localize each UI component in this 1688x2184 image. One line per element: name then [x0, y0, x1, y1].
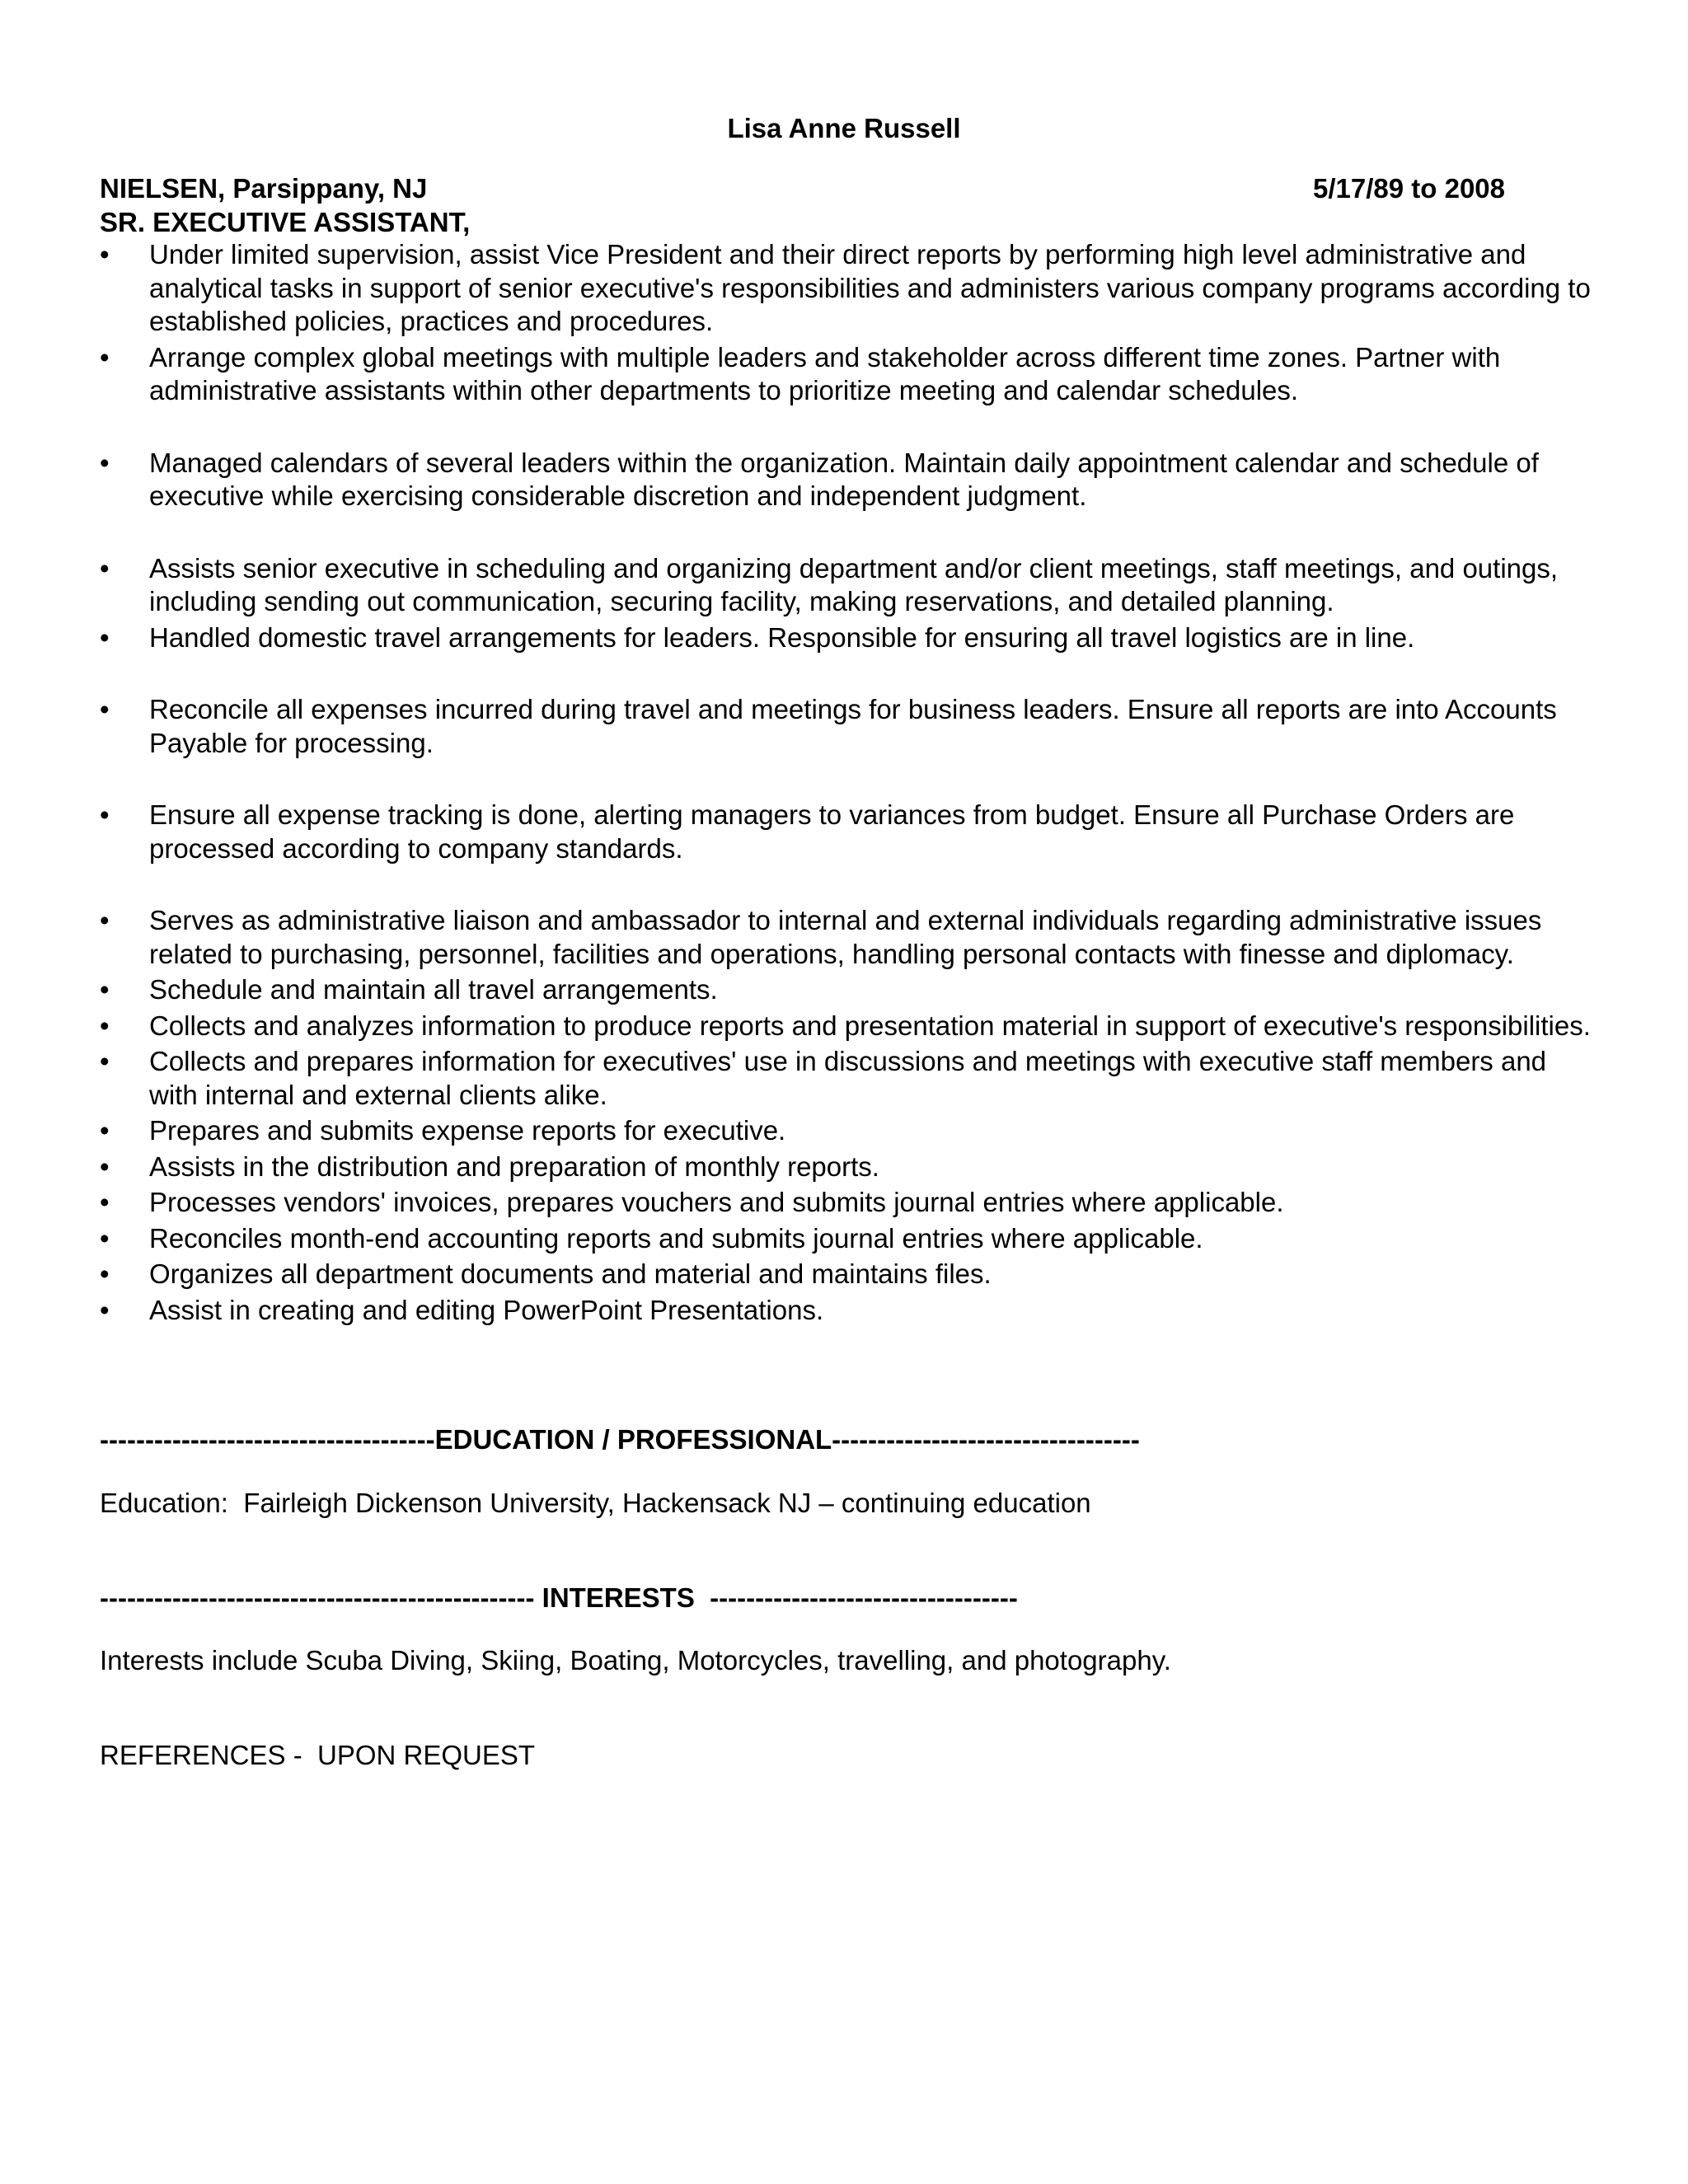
bullet-icon: • [100, 1294, 110, 1325]
interests-heading: ------------------------------------------------ INTERESTS ---------------------------------- [100, 1582, 1018, 1613]
references-text: REFERENCES - UPON REQUEST [100, 1740, 536, 1770]
bullet-icon: • [100, 621, 110, 653]
employment-dates: 5/17/89 to 2008 [1313, 173, 1505, 204]
bullet-icon: • [100, 974, 110, 1005]
list-item [100, 621, 1600, 655]
list-item [100, 1258, 1600, 1291]
list-item [100, 1045, 1600, 1112]
interests-text: Interests include Scuba Diving, Skiing, Boating, Motorcycles, travelling, and photography. [100, 1645, 1171, 1675]
bullet-icon: • [100, 799, 110, 830]
duty-text: Reconciles month-end accounting reports and submits journal entries where applicable. [149, 1222, 1203, 1254]
duty-text: Prepares and submits expense reports for executive. [149, 1115, 786, 1146]
list-item [100, 552, 1600, 619]
duty-text: Handled domestic travel arrangements for leaders. Responsible for ensuring all travel logistics are in line. [149, 621, 1415, 653]
list-item [100, 799, 1600, 865]
bullet-icon: • [100, 905, 110, 935]
duty-text: Collects and prepares information for executives' use in discussions and meetings with executive staff members and with internal and external clients alike. [149, 1046, 1547, 1110]
list-item [100, 1151, 1600, 1184]
duty-text: Under limited supervision, assist Vice President and their direct reports by performing high level administrative and analytical tasks in support of senior executive's responsibilities and administers various company programs according to established policies, practices and procedures. [149, 239, 1591, 336]
employer: NIELSEN, Parsippany, NJ [100, 173, 428, 204]
employer-row [100, 172, 1505, 205]
list-item [100, 341, 1600, 408]
duty-text: Schedule and maintain all travel arrangements. [149, 974, 718, 1005]
duty-text: Assists senior executive in scheduling and organizing department and/or client meetings, staff meetings, and outings, including sending out communication, securing facility, making reservations, and detailed planning. [149, 552, 1559, 616]
duty-text: Assists in the distribution and preparation of monthly reports. [149, 1151, 879, 1182]
duty-text: Reconcile all expenses incurred during travel and meetings for business leaders. Ensure all reports are into Accounts Payable for processing. [149, 694, 1557, 758]
list-item [100, 447, 1600, 513]
list-item [100, 1222, 1600, 1256]
duty-text: Assist in creating and editing PowerPoint Presentations. [149, 1294, 824, 1325]
bullet-icon: • [100, 1258, 110, 1289]
bullet-icon: • [100, 1010, 110, 1041]
list-item [100, 973, 1600, 1007]
bullet-icon: • [100, 239, 110, 269]
list-item [100, 1114, 1600, 1148]
bullet-icon: • [100, 1046, 110, 1076]
duty-text: Managed calendars of several leaders within the organization. Maintain daily appointment calendar and schedule of executive while exercising considerable discretion and independent judgment. [149, 447, 1539, 511]
duty-text: Processes vendors' invoices, prepares vouchers and submits journal entries where applicable. [149, 1187, 1284, 1217]
bullet-icon: • [100, 447, 110, 478]
bullet-icon: • [100, 694, 110, 724]
bullet-icon: • [100, 1187, 110, 1217]
list-item [100, 693, 1600, 760]
job-title: SR. EXECUTIVE ASSISTANT, [100, 207, 471, 237]
duty-text: Collects and analyzes information to produce reports and presentation material in support of executive's responsibilities. [149, 1010, 1591, 1041]
list-item [100, 1186, 1600, 1220]
list-item [100, 1294, 1600, 1328]
bullet-icon: • [100, 1115, 110, 1146]
education-heading: -------------------------------------EDUCATION / PROFESSIONAL---------------------------------- [100, 1424, 1140, 1455]
education-text: Education: Fairleigh Dickenson University, Hackensack NJ – continuing education [100, 1488, 1091, 1518]
duty-text: Organizes all department documents and material and maintains files. [149, 1258, 992, 1289]
duties-list [100, 238, 1600, 1329]
duty-text: Serves as administrative liaison and ambassador to internal and external individuals regarding administrative issues related to purchasing, personnel, facilities and operations, handling personal contacts with finesse and diplomacy. [149, 905, 1542, 969]
bullet-icon: • [100, 1151, 110, 1182]
bullet-icon: • [100, 1222, 110, 1254]
bullet-icon: • [100, 552, 110, 583]
duty-text: Ensure all expense tracking is done, alerting managers to variances from budget. Ensure all Purchase Orders are processed according to company standards. [149, 799, 1515, 864]
list-item [100, 238, 1600, 339]
list-item [100, 1010, 1600, 1043]
bullet-icon: • [100, 341, 110, 373]
duty-text: Arrange complex global meetings with multiple leaders and stakeholder across different time zones. Partner with administrative assistants within other departments to prioritize meeting and calendar schedules. [149, 341, 1501, 405]
list-item [100, 904, 1600, 971]
candidate-name: Lisa Anne Russell [727, 113, 961, 143]
